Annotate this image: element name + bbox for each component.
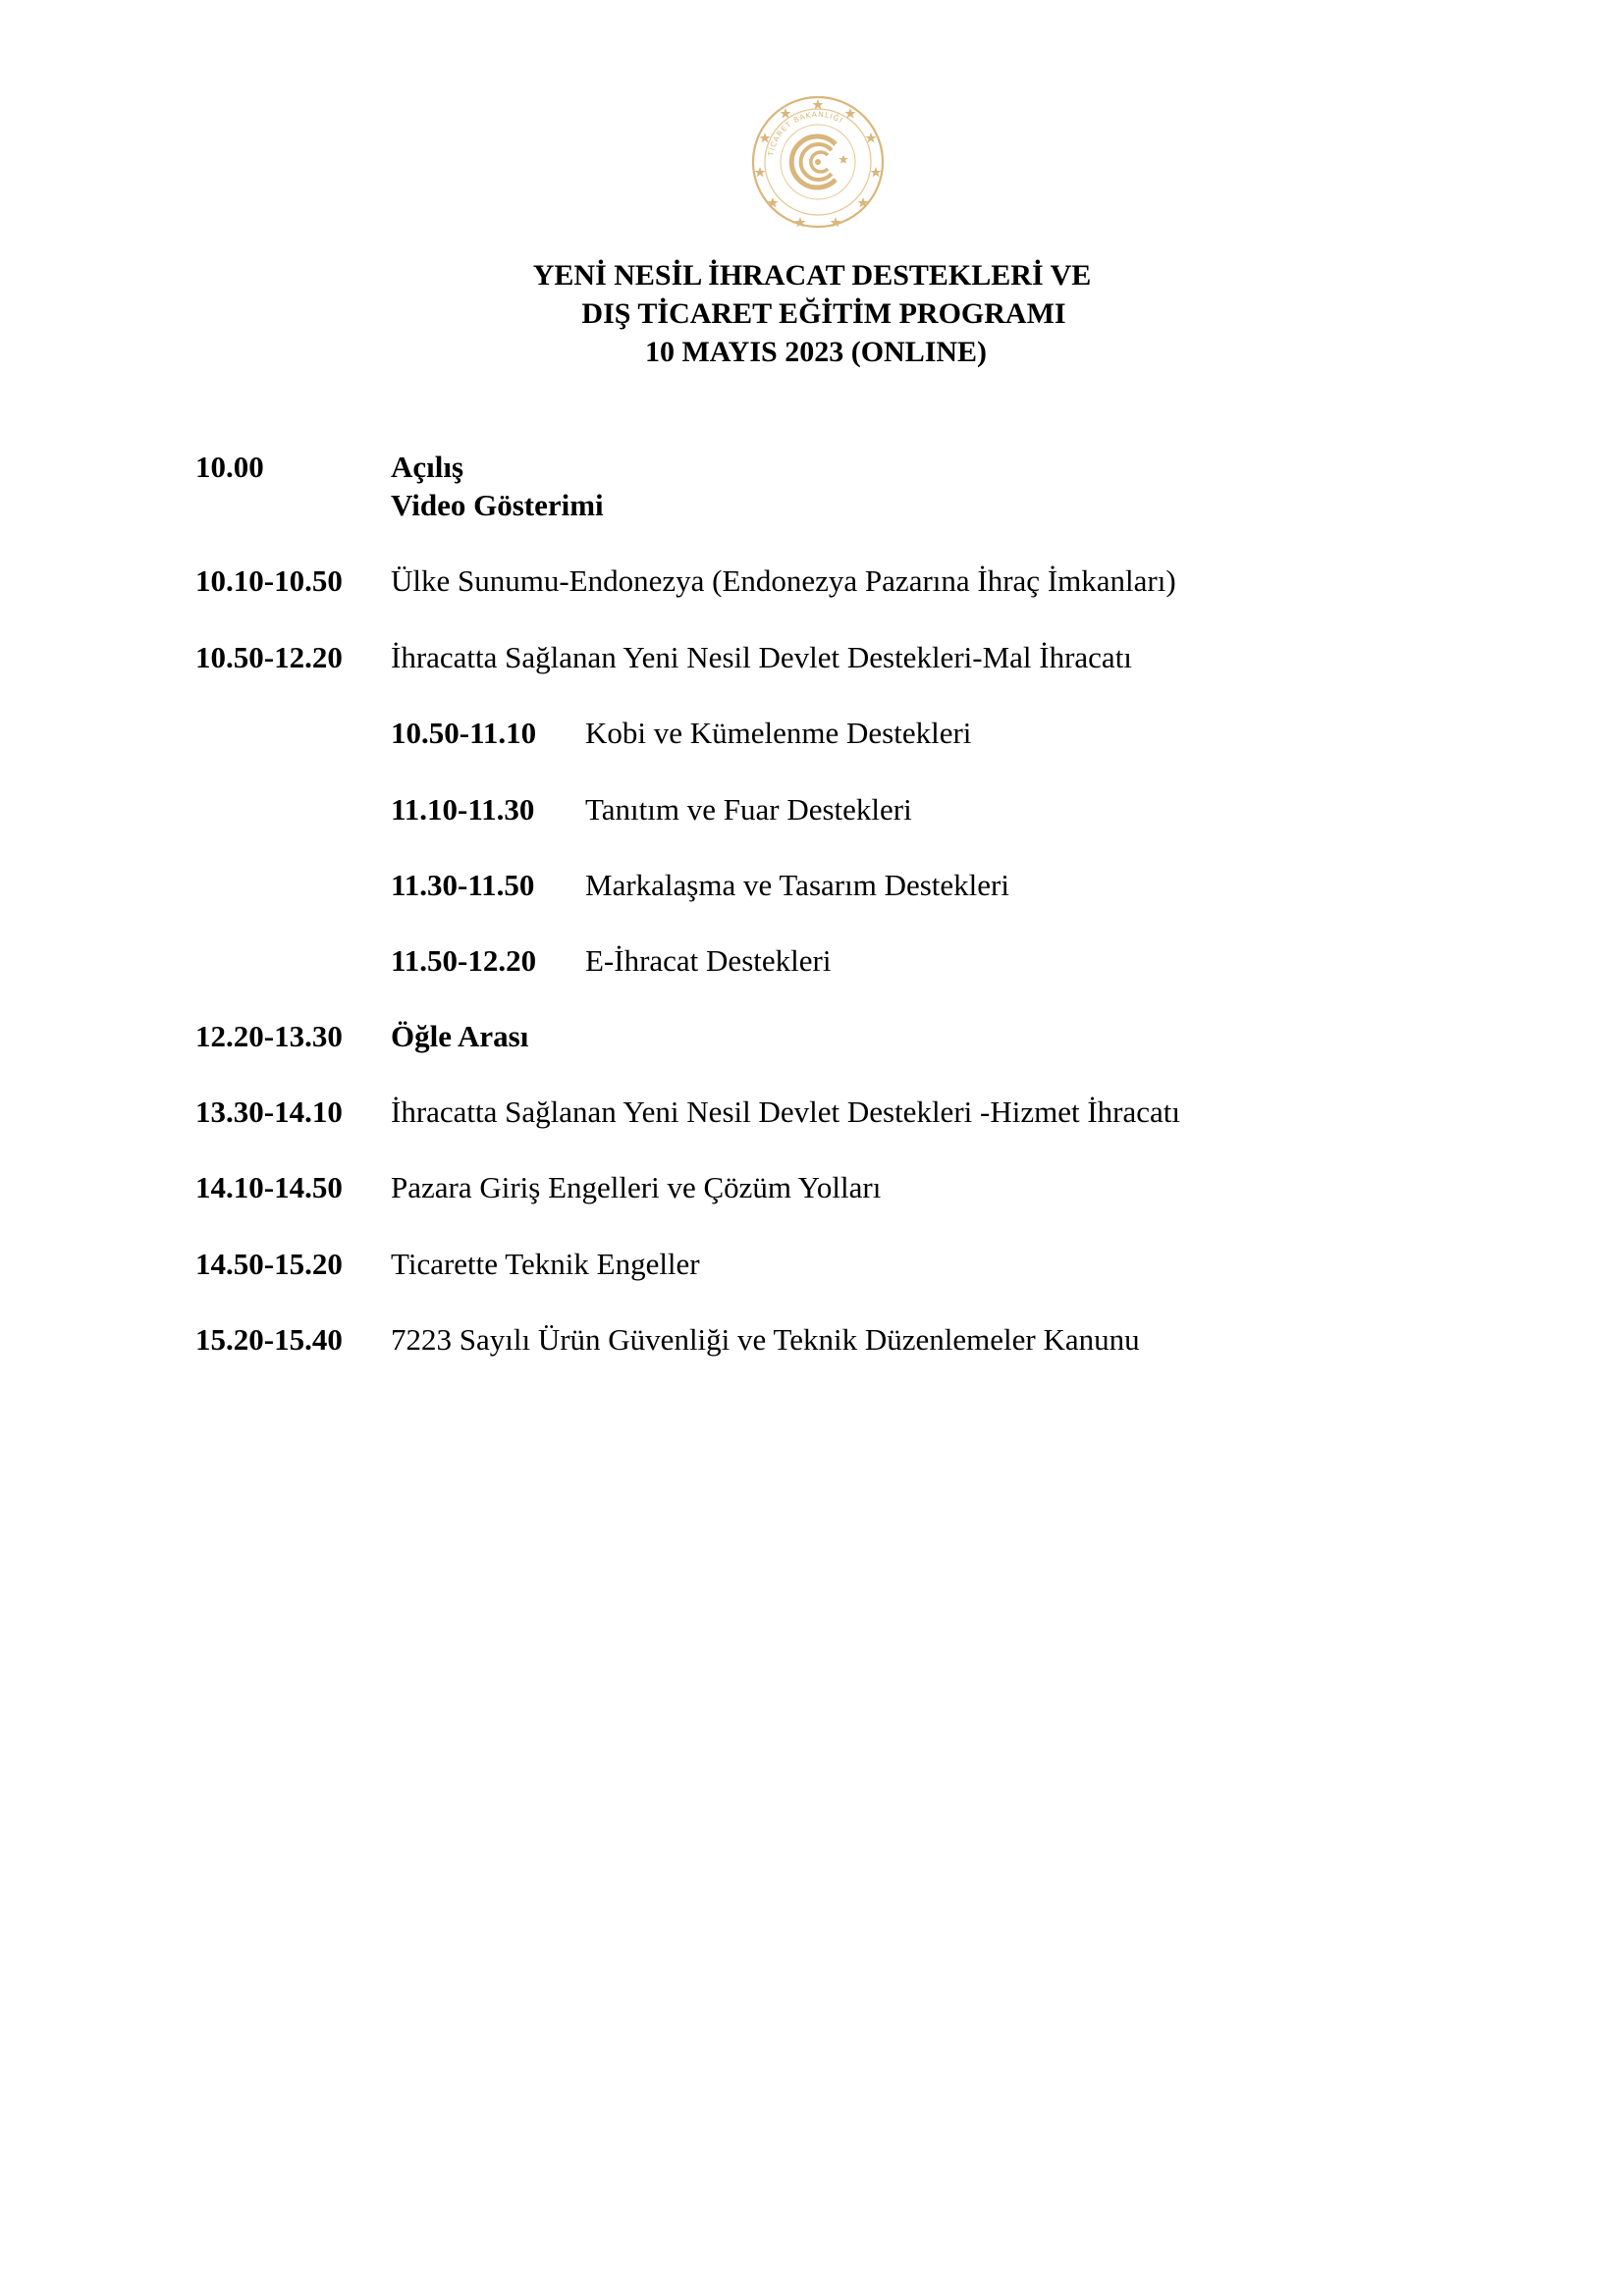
schedule-time: 14.50-15.20 bbox=[195, 1247, 343, 1281]
schedule-description: Tanıtım ve Fuar Destekleri bbox=[585, 792, 912, 827]
schedule-time: 11.50-12.20 bbox=[391, 943, 537, 978]
schedule-time: 13.30-14.10 bbox=[195, 1095, 343, 1129]
schedule-time: 10.10-10.50 bbox=[195, 563, 343, 598]
schedule-time: 15.20-15.40 bbox=[195, 1322, 343, 1357]
schedule-item-opening: Açılış bbox=[391, 450, 464, 484]
ministry-seal-logo bbox=[749, 93, 887, 231]
schedule-description: İhracatta Sağlanan Yeni Nesil Devlet Destekleri -Hizmet İhracatı bbox=[391, 1095, 1180, 1129]
schedule-time: 11.30-11.50 bbox=[391, 868, 535, 902]
document-title bbox=[0, 256, 1624, 371]
title-line-1: YENİ NESİL İHRACAT DESTEKLERİ VE bbox=[532, 259, 1092, 292]
schedule-description: İhracatta Sağlanan Yeni Nesil Devlet Destekleri-Mal İhracatı bbox=[391, 640, 1132, 674]
schedule-description: 7223 Sayılı Ürün Güvenliği ve Teknik Düzenlemeler Kanunu bbox=[391, 1322, 1140, 1357]
title-line-3: 10 MAYIS 2023 (ONLINE) bbox=[644, 336, 988, 368]
schedule-time: 12.20-13.30 bbox=[195, 1019, 343, 1053]
schedule-time: 10.50-12.20 bbox=[195, 640, 343, 674]
schedule-time: 14.10-14.50 bbox=[195, 1170, 343, 1204]
schedule-item-video: Video Gösterimi bbox=[391, 488, 604, 522]
schedule-description: Pazara Giriş Engelleri ve Çözüm Yolları bbox=[391, 1170, 882, 1204]
schedule-time: 10.50-11.10 bbox=[391, 716, 537, 750]
schedule-description: Markalaşma ve Tasarım Destekleri bbox=[585, 868, 1009, 902]
schedule-description: E-İhracat Destekleri bbox=[585, 943, 832, 978]
schedule-description: Kobi ve Kümelenme Destekleri bbox=[585, 716, 972, 750]
schedule-description: Öğle Arası bbox=[391, 1019, 529, 1053]
schedule-description: Ticarette Teknik Engeller bbox=[391, 1247, 700, 1281]
schedule-description: Ülke Sunumu-Endonezya (Endonezya Pazarına İhraç İmkanları) bbox=[391, 563, 1176, 598]
title-line-2: DIŞ TİCARET EĞİTİM PROGRAMI bbox=[581, 297, 1066, 330]
svg-text:TİCARET BAKANLIĞI: TİCARET BAKANLIĞI bbox=[766, 109, 845, 157]
schedule-time: 11.10-11.30 bbox=[391, 792, 535, 827]
schedule-time: 10.00 bbox=[195, 450, 264, 484]
